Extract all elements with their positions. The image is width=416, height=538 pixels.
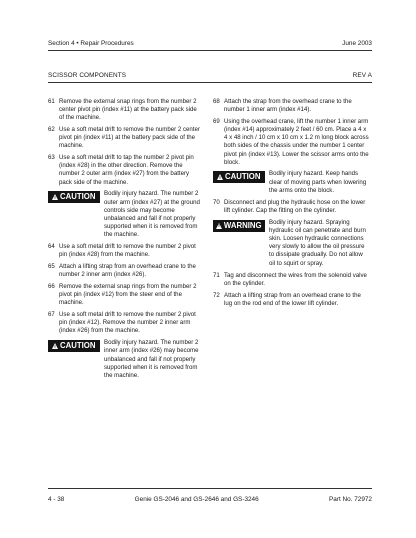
- step-number: 65: [48, 263, 55, 271]
- notice-text: Bodily injury hazard. The number 2 inner arm (index #26) may become unbalanced and fall if not properly supported when it is removed from the machine.: [104, 339, 199, 379]
- section-title: Section 4 • Repair Procedures: [48, 40, 134, 47]
- page-number: 4 - 38: [48, 496, 65, 503]
- procedure-step: [48, 263, 201, 279]
- caution-notice: [48, 190, 201, 239]
- step-text: Attach a lifting strap from an overhead crane to the number 2 inner arm (index #26).: [59, 263, 196, 279]
- step-number: 61: [48, 98, 55, 105]
- step-number: 70: [213, 198, 220, 206]
- step-text: Attach a lifting strap from an overhead crane to the lug on the rod end of the lower lift cylinder.: [224, 291, 361, 307]
- step-number: 62: [48, 126, 55, 134]
- procedure-step: [48, 243, 201, 259]
- step-number: 68: [213, 98, 220, 105]
- procedure-step: [48, 154, 201, 187]
- notice-text: Bodily injury hazard. Spraying hydraulic oil can penetrate and burn skin. Loosen hydraulic connections very slowly to allow the oil pressure to dissipate gradually. Do not allow oil to squirt or spray.: [269, 218, 366, 267]
- right-column: [213, 98, 369, 312]
- page-header: [48, 40, 372, 47]
- step-text: Disconnect and plug the hydraulic hose on the lower lift cylinder. Cap the fitting on the cylinder.: [224, 198, 366, 215]
- step-text: Use a soft metal drift to remove the number 2 pivot pin (index #12). Remove the number 2 inner arm (index #26) from the machine.: [59, 311, 196, 335]
- step-number: 67: [48, 311, 55, 319]
- step-number: 64: [48, 243, 55, 251]
- warning-badge: [213, 220, 265, 232]
- header-rule: [48, 50, 372, 51]
- procedure-step: [213, 98, 369, 114]
- component-title: SCISSOR COMPONENTS: [48, 72, 127, 79]
- alert-triangle-icon: [52, 343, 58, 349]
- alert-triangle-icon: [52, 194, 58, 200]
- step-text: Using the overhead crane, lift the number 1 inner arm (index #14) approximately 2 feet / 60 cm. Place a 4 x 4 x 48 inch / 10 cm x 10 cm x 1.2 m long block across both sides of the chassis under the number 1 center pivot pin (index #13). Lower the scissor arms onto the block.: [224, 117, 369, 166]
- revision-label: REV A: [352, 72, 372, 79]
- caution-badge: [48, 191, 100, 203]
- footer-rule: [48, 488, 372, 489]
- model-names: Genie GS-2046 and GS-2646 and GS-3246: [134, 496, 259, 503]
- page-footer: [48, 496, 372, 503]
- step-text: Remove the external snap rings from the number 2 center pivot pin (index #11) at the battery pack side of the machine.: [59, 98, 197, 122]
- step-text: Remove the external snap rings from the number 2 pivot pin (index #12) from the steer end of the machine.: [59, 283, 197, 307]
- step-number: 72: [213, 291, 220, 299]
- header-date: June 2003: [342, 40, 372, 47]
- step-number: 71: [213, 271, 220, 279]
- badge-label: CAUTION: [59, 192, 96, 202]
- procedure-step: [48, 311, 201, 335]
- step-text: Attach the strap from the overhead crane to the number 1 inner arm (index #14).: [224, 98, 352, 114]
- alert-triangle-icon: [216, 223, 222, 229]
- notice-text: Bodily injury hazard. Keep hands clear of moving parts when lowering the arms onto the block.: [269, 170, 367, 194]
- caution-notice: [213, 170, 369, 194]
- alert-triangle-icon: [217, 174, 223, 180]
- step-text: Use a soft metal drift to remove the number 2 pivot pin (index #28) from the machine.: [59, 243, 196, 259]
- caution-badge: [213, 171, 265, 183]
- procedure-step: [213, 118, 369, 167]
- procedure-step: [213, 199, 369, 215]
- procedure-step: [213, 292, 369, 308]
- step-text: Use a soft metal drift to tap the number 2 pivot pin (index #28) in the other direction. Remove the number 2 outer arm (index #27) from the battery pack side of the machine.: [59, 154, 194, 186]
- caution-badge: [48, 340, 100, 352]
- badge-label: WARNING: [223, 220, 262, 230]
- left-column: [48, 98, 201, 384]
- procedure-step: [213, 272, 369, 288]
- procedure-step: [48, 283, 201, 307]
- procedure-step: [48, 98, 201, 122]
- step-text: Use a soft metal drift to remove the number 2 center pivot pin (index #11) at the battery pack side of the machine.: [59, 126, 200, 150]
- subheader: [48, 72, 372, 79]
- badge-label: CAUTION: [59, 341, 96, 351]
- warning-notice: [213, 219, 369, 268]
- caution-notice: [48, 339, 201, 380]
- notice-text: Bodily injury hazard. The number 2 outer arm (index #27) at the ground controls side may become unbalanced and fall if not properly supported when it is removed from the machine.: [104, 190, 200, 239]
- step-number: 66: [48, 283, 55, 291]
- procedure-step: [48, 126, 201, 150]
- part-number: Part No. 72972: [329, 496, 372, 503]
- step-text: Tag and disconnect the wires from the solenoid valve on the cylinder.: [224, 271, 367, 287]
- badge-label: CAUTION: [224, 172, 261, 182]
- step-number: 69: [213, 117, 220, 125]
- step-number: 63: [48, 154, 55, 162]
- subheader-rule: [48, 82, 372, 83]
